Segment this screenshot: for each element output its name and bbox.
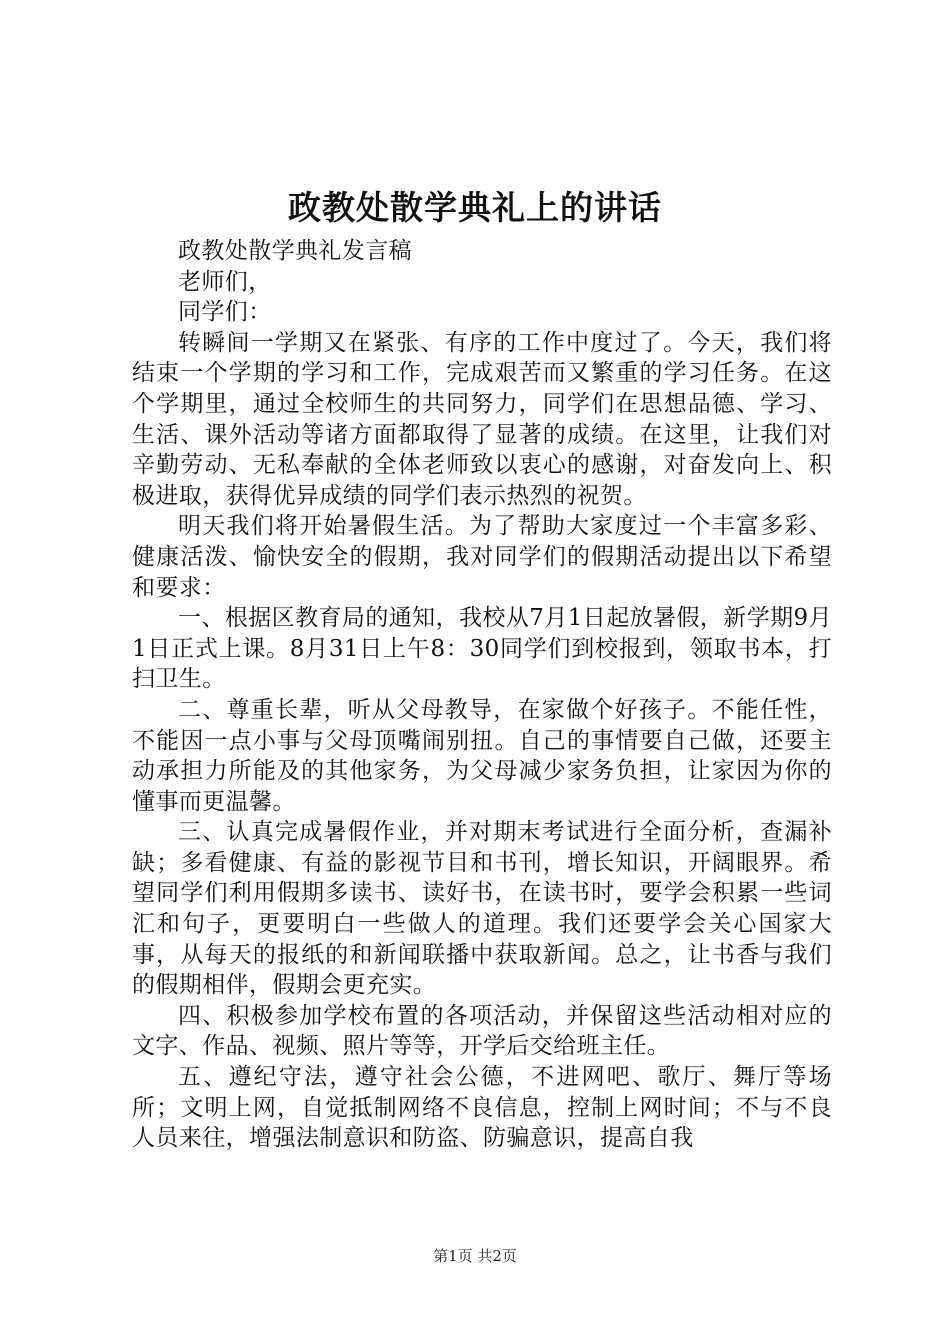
paragraph-salutation-teachers: 老师们， — [178, 268, 272, 295]
paragraph-item-1: 一、根据区教育局的通知，我校从7月1日起放暑假，新学期9月1日正式上课。8月31日上午8：30同学们到校报到，领取书本，打扫卫生。 — [132, 605, 832, 693]
paragraph-item-4: 四、积极参加学校布置的各项活动，并保留这些活动相对应的文字、作品、视频、照片等等，开学后交给班主任。 — [132, 1002, 832, 1060]
document-body — [132, 236, 832, 1154]
paragraph-opening: 转瞬间一学期又在紧张、有序的工作中度过了。今天，我们将结束一个学期的学习和工作，完成艰苦而又繁重的学习任务。在这个学期里，通过全校师生的共同努力，同学们在思想品德、学习、生活、课外活动等诸方面都取得了显著的成绩。在这里，让我们对辛勤劳动、无私奉献的全体老师致以衷心的感谢，对奋发向上、积极进取，获得优异成绩的同学们表示热烈的祝贺。 — [132, 329, 832, 509]
page-footer: 第1页 共2页 — [433, 1247, 517, 1265]
paragraph-item-3: 三、认真完成暑假作业，并对期末考试进行全面分析，查漏补缺；多看健康、有益的影视节目和书刊，增长知识，开阔眼界。希望同学们利用假期多读书、读好书，在读书时，要学会积累一些词汇和句子，更要明白一些做人的道理。我们还要学会关心国家大事，从每天的报纸的和新闻联播中获取新闻。总之，让书香与我们的假期相伴，假期会更充实。 — [132, 819, 832, 999]
paragraph-item-5: 五、遵纪守法，遵守社会公德，不进网吧、歌厅、舞厅等场所；文明上网，自觉抵制网络不良信息，控制上网时间；不与不良人员来往，增强法制意识和防盗、防骗意识，提高自我 — [132, 1064, 832, 1152]
paragraph-subtitle: 政教处散学典礼发言稿 — [178, 238, 412, 264]
paragraph-summer-intro: 明天我们将开始暑假生活。为了帮助大家度过一个丰富多彩、健康活泼、愉快安全的假期，我对同学们的假期活动提出以下希望和要求： — [132, 513, 832, 601]
document-title: 政教处散学典礼上的讲话 — [288, 188, 662, 227]
paragraph-item-2: 二、尊重长辈，听从父母教导，在家做个好孩子。不能任性，不能因一点小事与父母顶嘴闹别扭。自己的事情要自己做，还要主动承担力所能及的其他家务，为父母减少家务负担，让家因为你的懂事而更温馨。 — [132, 696, 832, 815]
paragraph-salutation-students: 同学们： — [178, 299, 272, 326]
